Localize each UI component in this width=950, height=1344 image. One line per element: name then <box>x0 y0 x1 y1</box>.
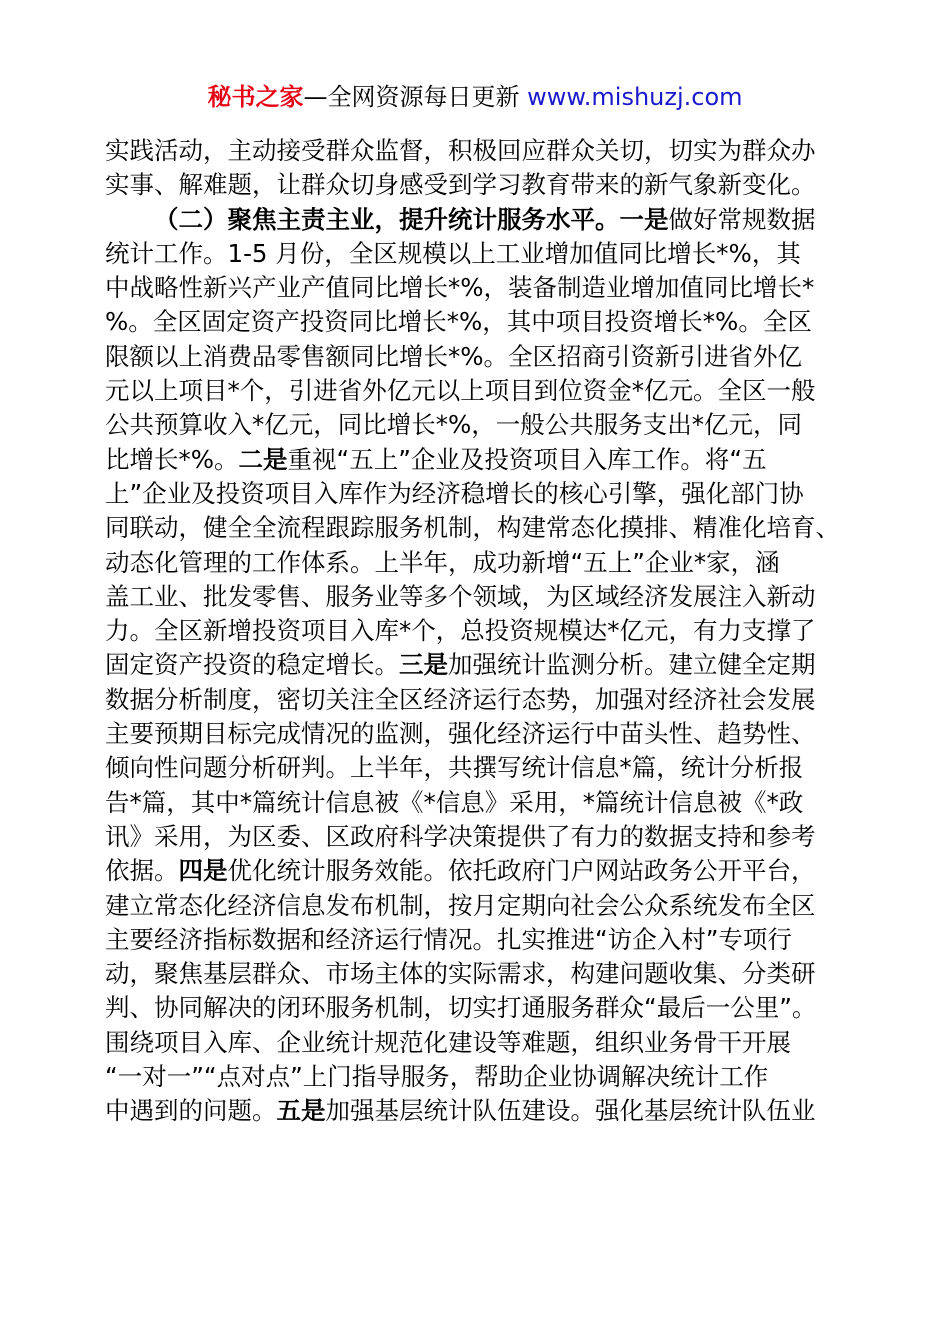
text-line <box>105 1094 850 1128</box>
text-segment: 讯》采用，为区委、区政府科学决策提供了有力的数据支持和参考 <box>105 821 816 851</box>
document-body <box>105 134 850 1129</box>
text-line <box>105 408 850 442</box>
text-segment: 判、协同解决的闭环服务机制，切实打通服务群众“最后一公里”。 <box>105 993 817 1023</box>
text-line <box>105 820 850 854</box>
text-segment: 比增长*%。 <box>105 444 239 474</box>
text-segment: 动态化管理的工作体系。上半年，成功新增“五上”企业*家，涵 <box>105 547 780 577</box>
brand-name: 秘书之家 <box>207 83 304 111</box>
bold-text-segment: （二）聚焦主责主业，提升统计服务水平。 <box>154 204 620 234</box>
text-segment: 盖工业、批发零售、服务业等多个领域，为区域经济发展注入新动 <box>105 581 816 611</box>
text-line <box>105 889 850 923</box>
text-line <box>105 1026 850 1060</box>
text-line <box>105 614 850 648</box>
text-segment: 围绕项目入库、企业统计规范化建设等难题，组织业务骨干开展 <box>105 1027 791 1057</box>
text-segment: “一对一”“点对点”上门指导服务，帮助企业协调解决统计工作 <box>105 1062 769 1092</box>
text-segment: 依据。 <box>105 856 179 886</box>
text-segment: 统计工作。1-5 月份，全区规模以上工业增加值同比增长*%，其 <box>105 238 801 268</box>
text-segment: 重视“五上”企业及投资项目入库工作。将“五 <box>287 444 767 474</box>
text-segment: 做好常规数据 <box>668 204 816 234</box>
text-line <box>105 580 850 614</box>
text-segment: 中遇到的问题。 <box>105 1096 277 1126</box>
text-line <box>105 923 850 957</box>
text-segment: 加强基层统计队伍建设。强化基层统计队伍业 <box>325 1096 816 1126</box>
text-line <box>105 717 850 751</box>
bold-text-segment: 一是 <box>619 204 669 234</box>
text-line <box>105 203 850 237</box>
text-segment: 主要预期目标完成情况的监测，强化经济运行中苗头性、趋势性、 <box>105 719 816 749</box>
text-segment: 公共预算收入*亿元，同比增长*%，一般公共服务支出*亿元，同 <box>105 410 803 440</box>
text-line <box>105 374 850 408</box>
text-line <box>105 340 850 374</box>
text-line <box>105 751 850 785</box>
text-line <box>105 1060 850 1094</box>
text-line <box>105 477 850 511</box>
bold-text-segment: 二是 <box>238 444 288 474</box>
text-line <box>105 271 850 305</box>
text-line <box>105 237 850 271</box>
text-segment: 告*篇，其中*篇统计信息被《*信息》采用，*篇统计信息被《*政 <box>105 787 804 817</box>
text-segment: 主要经济指标数据和经济运行情况。扎实推进“访企入村”专项行 <box>105 924 792 954</box>
text-segment: 固定资产投资的稳定增长。 <box>105 650 399 680</box>
text-line <box>105 134 850 168</box>
text-line <box>105 854 850 888</box>
text-segment: 同联动，健全全流程跟踪服务机制，构建常态化摸排、精准化培育、 <box>105 513 840 543</box>
text-segment: 优化统计服务效能。依托政府门户网站政务公开平台， <box>227 856 816 886</box>
text-segment: 建立常态化经济信息发布机制，按月定期向社会公众系统发布全区 <box>105 890 816 920</box>
text-segment: %。全区固定资产投资同比增长*%，其中项目投资增长*%。全区 <box>105 307 812 337</box>
text-segment: 实践活动，主动接受群众监督，积极回应群众关切，切实为群众办 <box>105 136 816 165</box>
text-segment: 力。全区新增投资项目入库*个，总投资规模达*亿元，有力支撑了 <box>105 616 816 646</box>
text-line <box>105 991 850 1025</box>
text-segment: 元以上项目*个，引进省外亿元以上项目到位资金*亿元。全区一般 <box>105 376 816 406</box>
site-header <box>0 80 950 114</box>
text-line <box>105 546 850 580</box>
text-line <box>105 648 850 682</box>
text-line <box>105 683 850 717</box>
text-line <box>105 957 850 991</box>
text-line <box>105 443 850 477</box>
text-line <box>105 168 850 202</box>
site-url-link[interactable]: www.mishuzj.com <box>527 83 743 111</box>
text-line <box>105 511 850 545</box>
bold-text-segment: 三是 <box>399 650 448 680</box>
bold-text-segment: 五是 <box>276 1096 326 1126</box>
text-segment: 中战略性新兴产业产值同比增长*%，装备制造业增加值同比增长* <box>105 273 815 303</box>
text-segment: 倾向性问题分析研判。上半年，共撰写统计信息*篇，统计分析报 <box>105 753 804 783</box>
site-tagline: —全网资源每日更新 <box>303 83 528 111</box>
text-segment: 数据分析制度，密切关注全区经济运行态势，加强对经济社会发展 <box>105 684 816 714</box>
text-segment: 上”企业及投资项目入库作为经济稳增长的核心引擎，强化部门协 <box>105 478 804 508</box>
text-segment: 加强统计监测分析。建立健全定期 <box>448 650 816 680</box>
text-segment: 动，聚焦基层群众、市场主体的实际需求，构建问题收集、分类研 <box>105 959 816 989</box>
text-segment: 限额以上消费品零售额同比增长*%。全区招商引资新引进省外亿 <box>105 341 803 371</box>
bold-text-segment: 四是 <box>178 856 228 886</box>
text-line <box>105 305 850 339</box>
text-segment: 实事、解难题，让群众切身感受到学习教育带来的新气象新变化。 <box>105 170 816 200</box>
text-line <box>105 786 850 820</box>
